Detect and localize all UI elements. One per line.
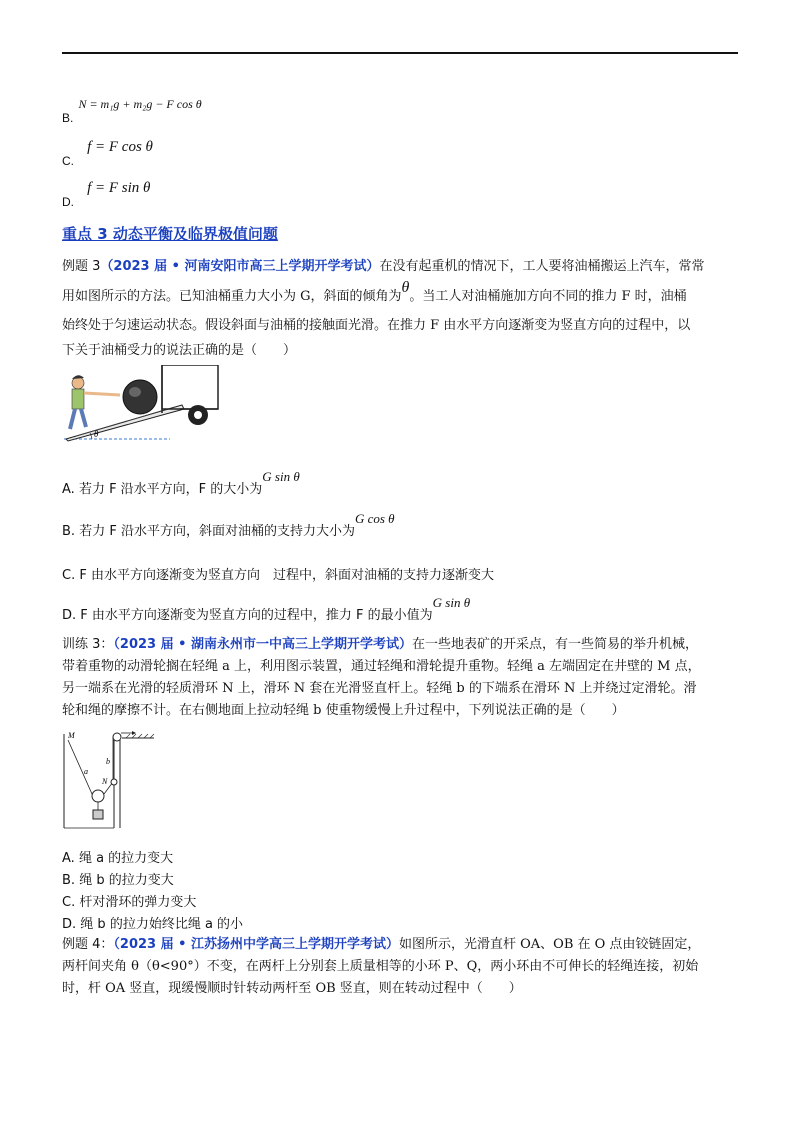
option-text: F 由水平方向逐渐变为竖直方向的过程中，推力 F 的最小值为 — [80, 608, 433, 623]
example4-line1 — [62, 934, 742, 956]
option-text: 若力 F 沿水平方向，F 的大小为 — [78, 482, 263, 497]
training3-line3: 另一端系在光滑的轻质滑环 N 上，滑环 N 套在光滑竖直杆上。轻绳 b 的下端系在滑环 N 上并绕过定滑轮。滑 — [62, 681, 697, 696]
option-math: G sin θ — [432, 595, 471, 610]
example3-line3: 始终处于匀速运动状态。假设斜面与油桶的接触面光滑。在推力 F 由水平方向逐渐变为竖直方向的过程中，以 — [62, 318, 691, 333]
figure-theta-label: θ — [94, 429, 99, 439]
training3-text1: 在一些地表矿的开采点，有一些简易的举升机械， — [411, 637, 698, 652]
option-math: G sin θ — [262, 469, 300, 484]
option-text: F 由水平方向逐渐变为竖直方向 过程中，斜面对油桶的支持力逐渐变大 — [79, 568, 494, 583]
training3-line2: 带着重物的动滑轮搁在轻绳 a 上，利用图示装置，通过轻绳和滑轮提升重物。轻绳 a 左端固定在井壁的 M 点， — [62, 659, 701, 674]
option-letter: B. — [62, 524, 76, 539]
example3-paragraph — [62, 252, 742, 362]
option-formula: f = F cos θ — [87, 139, 153, 155]
t3-option-a — [62, 848, 243, 870]
t3-option-b — [62, 870, 243, 892]
option-formula: f = F sin θ — [87, 180, 151, 196]
option-letter: C. — [62, 154, 74, 168]
option-text: 杆对滑环的弹力变大 — [79, 895, 197, 910]
theta-symbol: θ — [401, 279, 410, 296]
option-text: 绳 b 的拉力始终比绳 a 的小 — [80, 917, 244, 932]
option-math: G cos θ — [354, 511, 395, 526]
option-letter: A. — [62, 851, 75, 866]
option-letter: C. — [62, 568, 76, 583]
ex3-option-a — [62, 469, 300, 497]
barrel-ramp-figure — [62, 365, 222, 445]
example3-line4: 下关于油桶受力的说法正确的是（ ） — [62, 343, 297, 358]
ex3-option-b — [62, 511, 395, 539]
option-letter: B. — [62, 111, 74, 125]
label-n: N — [102, 777, 108, 786]
ex3-option-c — [62, 564, 494, 583]
option-text: 绳 a 的拉力变大 — [78, 851, 174, 866]
example3-source: （2023 届 • 河南安阳市高三上学期开学考试） — [100, 259, 380, 274]
option-b-top — [62, 93, 202, 125]
option-letter: D. — [62, 608, 77, 623]
header-rule — [62, 52, 738, 54]
training3-line4: 轮和绳的摩擦不计。在右侧地面上拉动轻绳 b 使重物缓慢上升过程中，下列说法正确的是（ ） — [62, 703, 625, 718]
label-a: a — [84, 767, 88, 776]
t3-option-c — [62, 892, 243, 914]
training3-source: （2023 届 • 湖南永州市一中高三上学期开学考试） — [113, 637, 412, 652]
option-letter: C. — [62, 895, 76, 910]
t3-option-d — [62, 914, 243, 936]
example3-text2b: 。当工人对油桶施加方向不同的推力 F 时，油桶 — [409, 289, 687, 304]
option-letter: B. — [62, 873, 76, 888]
label-m: M — [68, 731, 75, 740]
example3-text2a: 用如图所示的方法。已知油桶重力大小为 G，斜面的倾角为 — [62, 289, 402, 304]
example4-source: （2023 届 • 江苏扬州中学高三上学期开学考试） — [113, 937, 399, 952]
option-text: 若力 F 沿水平方向，斜面对油桶的支持力大小为 — [79, 524, 355, 539]
training3-line1 — [62, 634, 742, 656]
option-d-top — [62, 177, 151, 209]
option-letter: D. — [62, 195, 74, 209]
example4-line3: 时，杆 OA 竖直，现缓慢顺时针转动两杆至 OB 竖直，则在转动过程中（ ） — [62, 981, 522, 996]
training3-options — [62, 848, 243, 936]
label-b: b — [106, 757, 110, 766]
example3-label: 例题 3 — [62, 259, 101, 274]
option-letter: D. — [62, 917, 77, 932]
example4-label: 例题 4： — [62, 937, 114, 952]
example3-line2 — [62, 281, 742, 311]
example3-text1: 在没有起重机的情况下，工人要将油桶搬运上汽车，常常 — [379, 259, 705, 274]
example4-line2: 两杆间夹角 θ（θ<90°）不变，在两杆上分别套上质量相等的小环 P、Q，两小环由不可伸长的轻绳连接，初始 — [62, 959, 699, 974]
option-letter: A. — [62, 482, 75, 497]
example4-text1: 如图所示，光滑直杆 OA、OB 在 O 点由铰链固定， — [398, 937, 701, 952]
training3-paragraph — [62, 634, 742, 722]
option-c-top — [62, 136, 153, 168]
option-text: 绳 b 的拉力变大 — [79, 873, 174, 888]
section-heading: 重点 3 动态平衡及临界极值问题 — [62, 225, 278, 243]
ex3-option-d — [62, 595, 471, 623]
example3-line1 — [62, 252, 742, 281]
example4-paragraph — [62, 934, 742, 1000]
pulley-figure — [62, 728, 158, 832]
training3-label: 训练 3： — [62, 637, 114, 652]
option-formula: N = m₁g + m₂g − F cos θ — [78, 97, 202, 111]
